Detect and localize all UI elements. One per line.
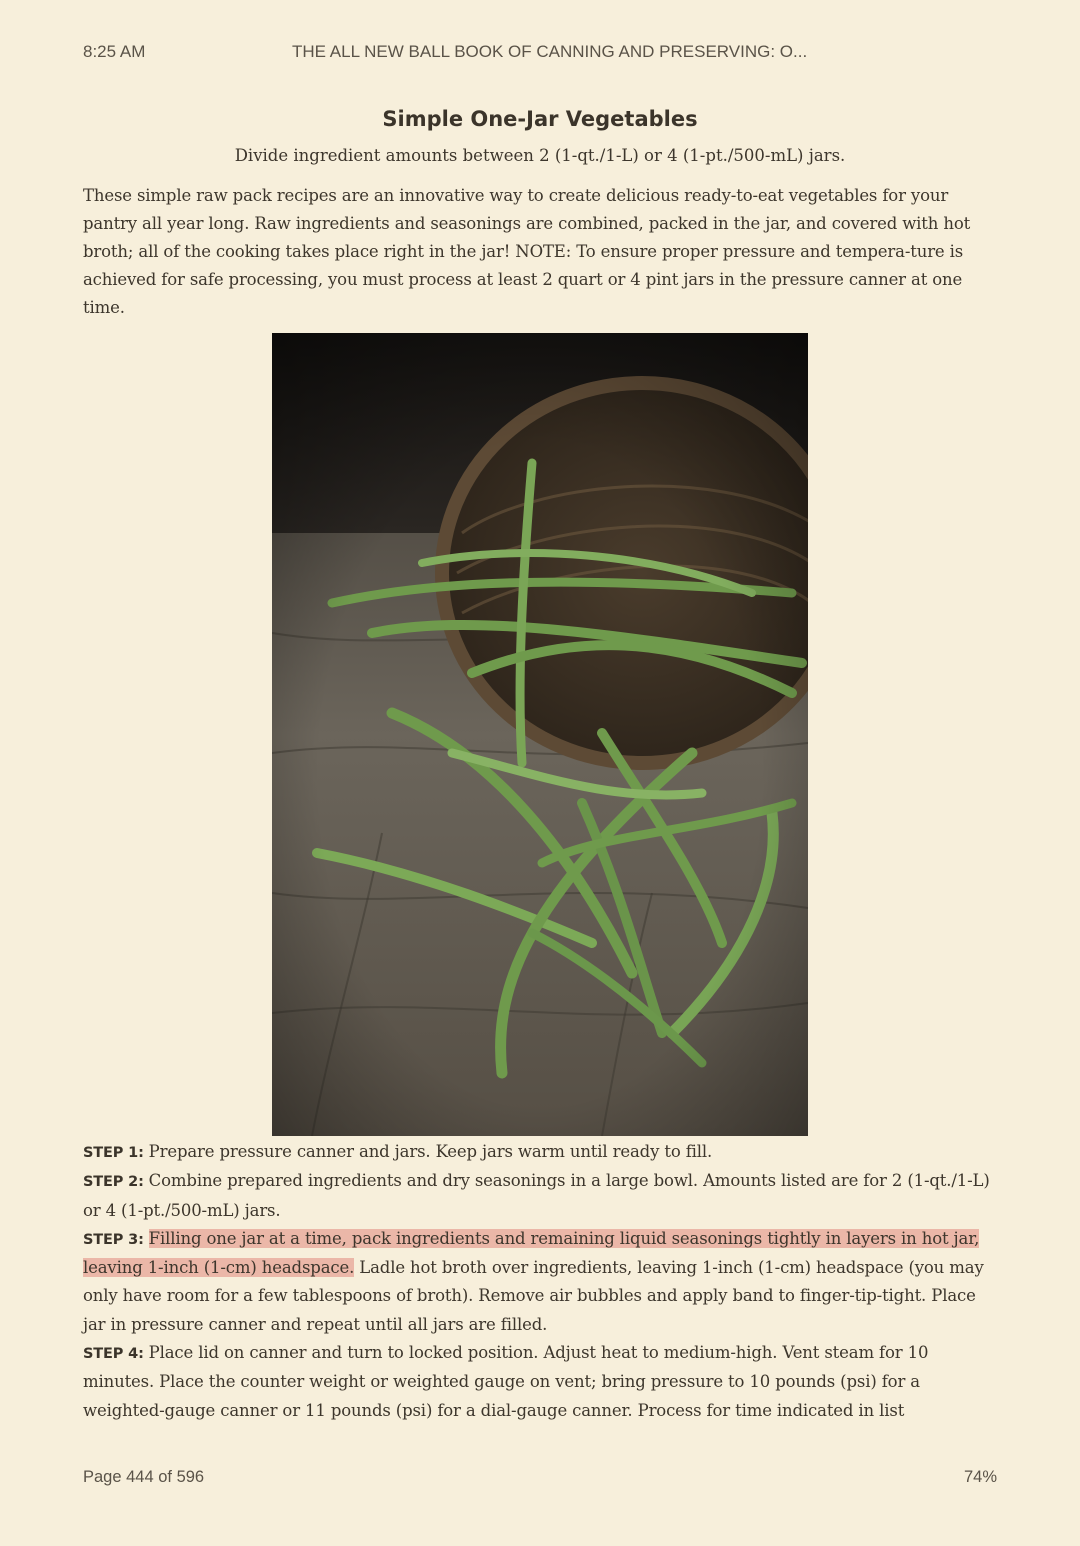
progress-percent: 74% [963,1468,997,1486]
recipe-title: Simple One-Jar Vegetables [382,107,698,131]
step-label: STEP 4: [83,1346,149,1363]
step-text: Prepare pressure canner and jars. Keep jars warm until ready to fill. [148,1142,713,1161]
page-content[interactable] [83,100,997,1420]
step-3 [83,1225,997,1339]
step-text: Ladle hot broth over ingredients, leaving 1-inch (1-cm) headspace (you may only have room for a few tablespoons of broth). Remove air bubbles and apply band to finger-tip-tight. Place jar in pressure canner and repeat until all jars are filled. [83,1258,984,1334]
step-label: STEP 3: [83,1231,149,1248]
recipe-steps [83,1138,997,1425]
step-text: Combine prepared ingredients and dry seasonings in a large bowl. Amounts listed are for 2 (1-qt./1-L) or 4 (1-pt./500-mL) jars. [83,1171,990,1220]
book-title: THE ALL NEW BALL BOOK OF CANNING AND PRESERVING: O... [292,42,808,61]
step-1 [83,1138,997,1167]
step-label: STEP 1: [83,1145,149,1161]
step-4 [83,1339,997,1425]
step-label: STEP 2: [83,1174,149,1191]
status-bar [83,40,997,66]
clock-time: 8:25 AM [83,42,146,61]
reading-footer [83,1468,997,1492]
highlighted-text[interactable]: Filling one jar at a time, pack ingredients and remaining liquid seasonings tightly in layers in hot jar, leaving 1-inch (1-cm) headspace. [83,1228,980,1278]
step-2 [83,1167,997,1225]
recipe-yield: Divide ingredient amounts between 2 (1-qt./1-L) or 4 (1-pt./500-mL) jars. [234,146,846,165]
green-beans-photo [272,333,808,1136]
page-indicator: Page 444 of 596 [83,1468,205,1486]
step-text: Place lid on canner and turn to locked position. Adjust heat to medium-high. Vent steam for 10 minutes. Place the counter weight or weighted gauge on vent; bring pressure to 10 pounds (psi) for a weighted-gauge canner or 11 pounds (psi) for a dial-gauge canner. Process for time indicated in list [83,1343,929,1420]
recipe-intro: These simple raw pack recipes are an innovative way to create delicious ready-to-eat vegetables for your pantry all year long. Raw ingredients and seasonings are combined, packed in the jar, and covered with hot broth; all of the cooking takes place right in the jar! NOTE: To ensure proper pressure and tempera-ture is achieved for safe processing, you must process at least 2 quart or 4 pint jars in the pressure canner at one time. [83,186,971,317]
